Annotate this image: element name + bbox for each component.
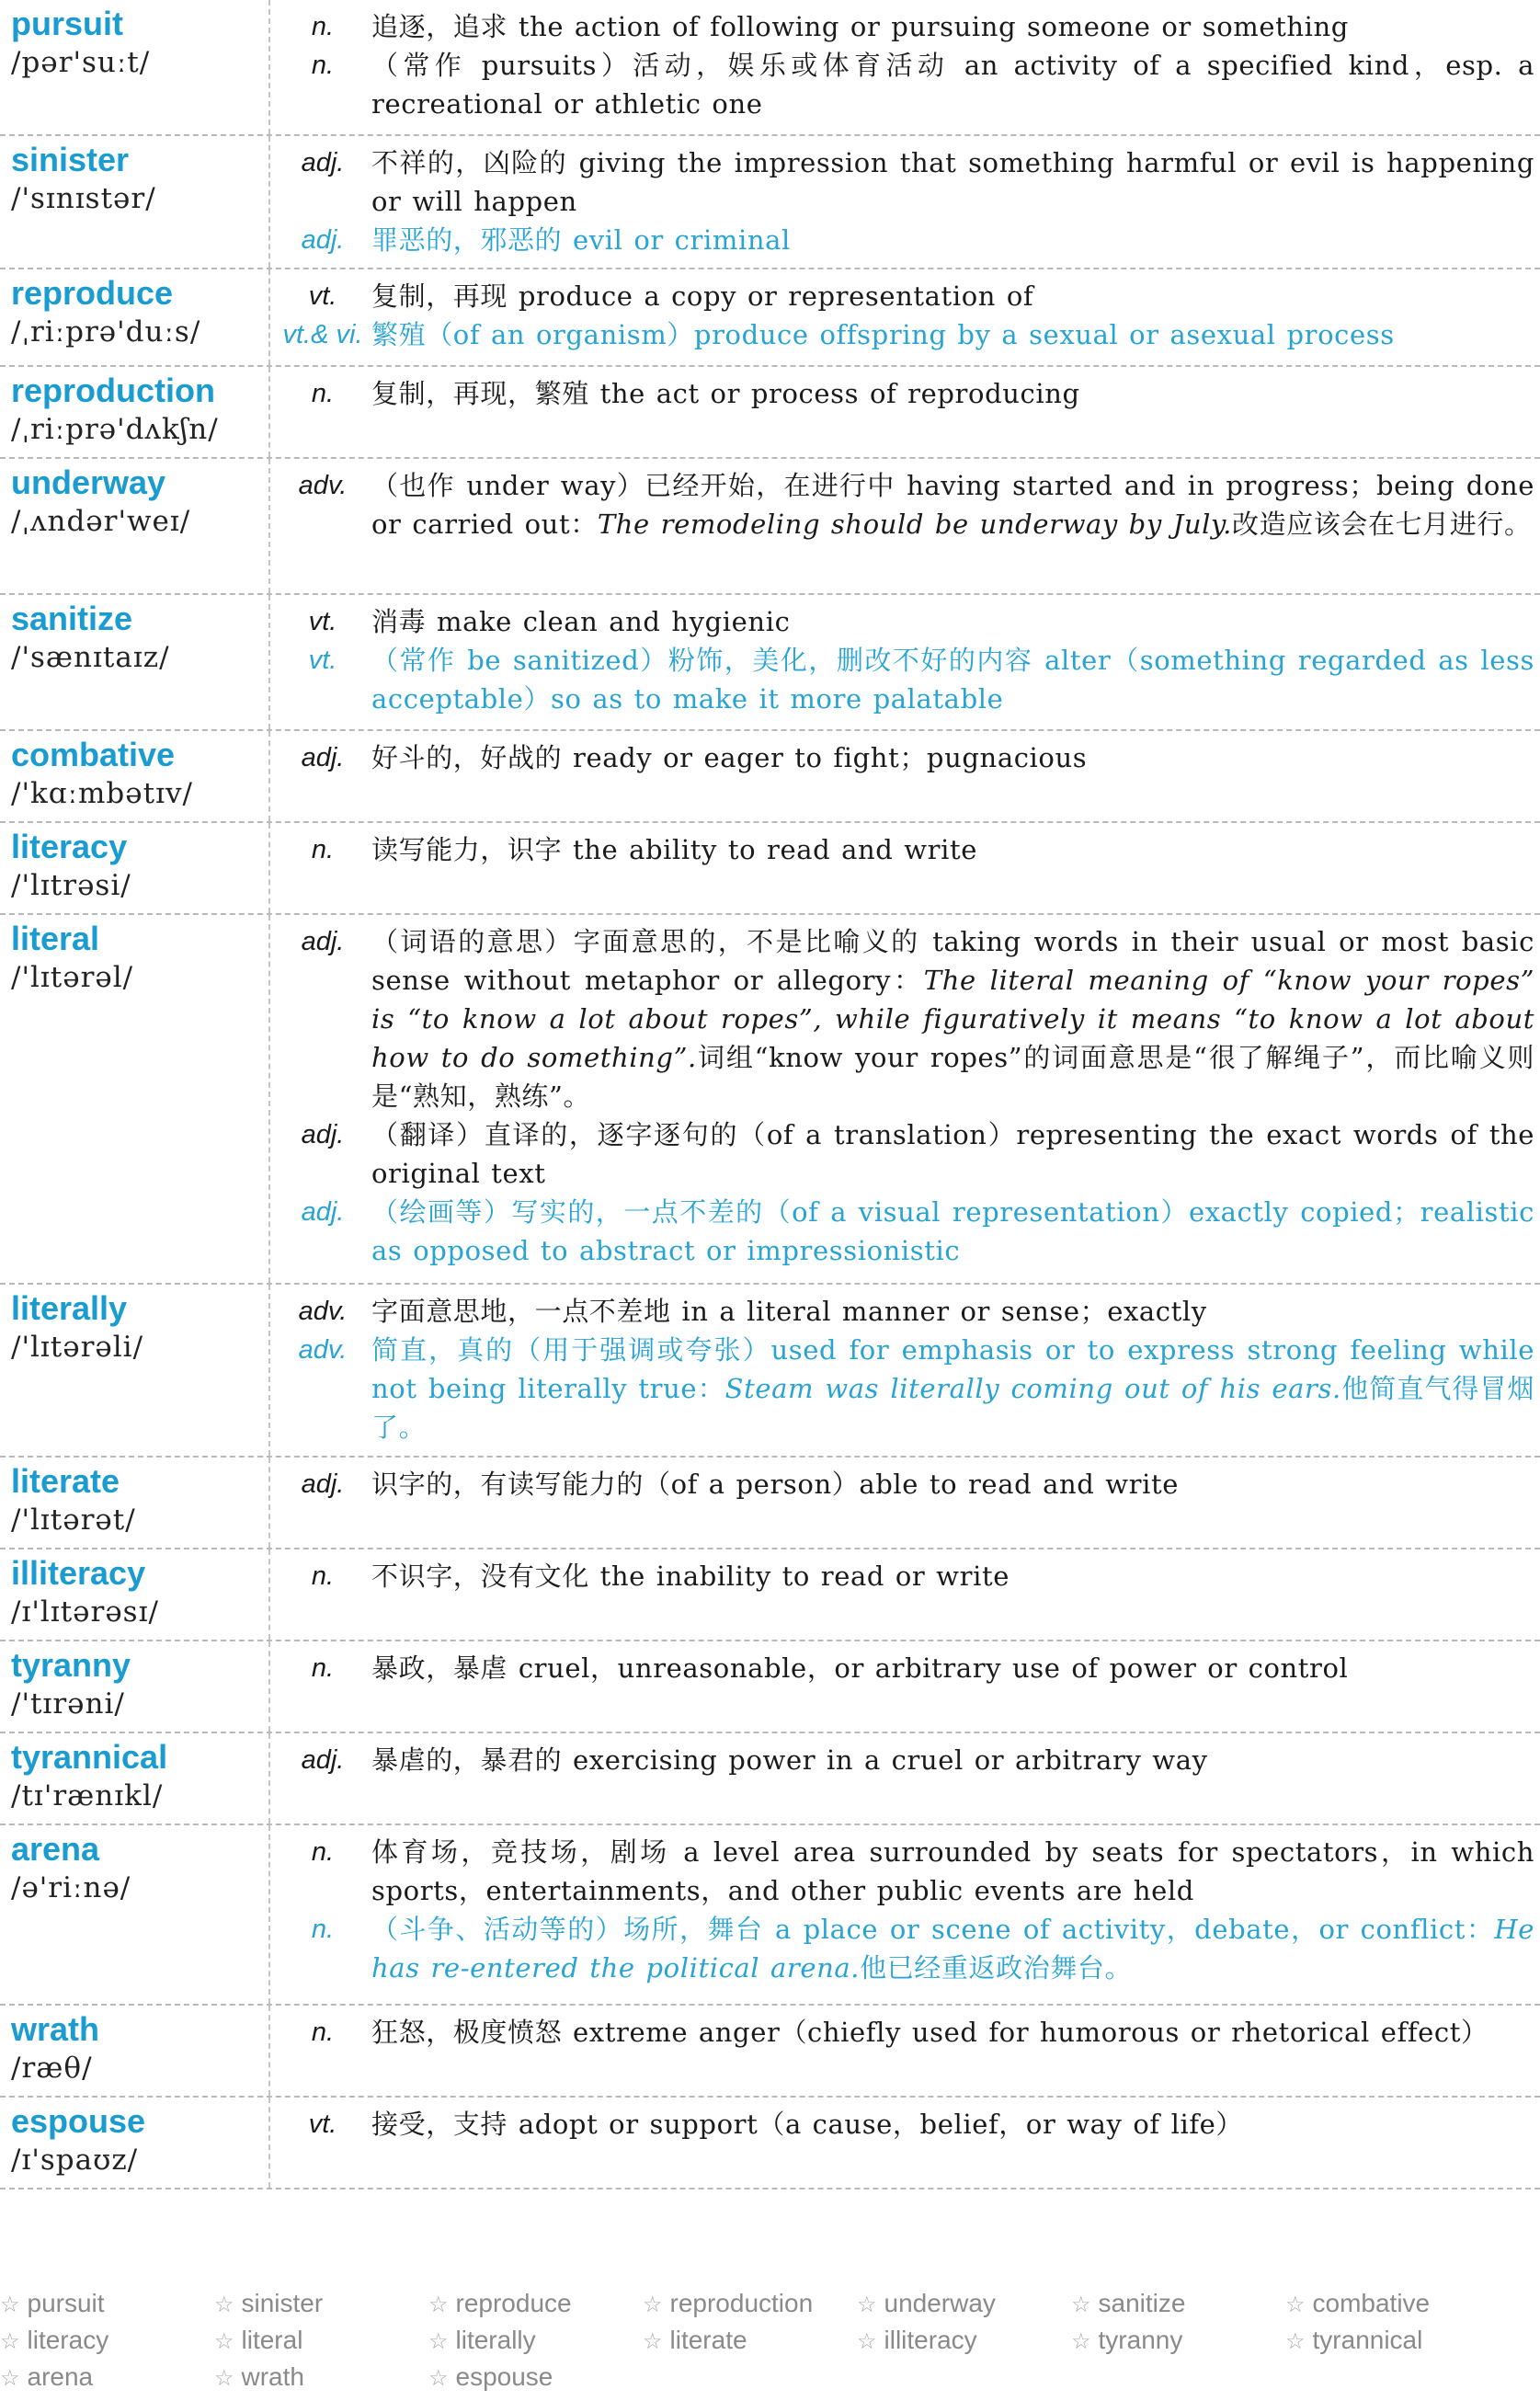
definition-text [371, 738, 1534, 777]
definition-text [371, 830, 1534, 869]
review-word-label: sanitize [1098, 2289, 1186, 2317]
definition: 体育场，竞技场，剧场 a level area surrounded by seats for spectators，in which sports，entertainments，and other public events are held [371, 1836, 1534, 1906]
headword: pursuit [11, 5, 123, 42]
dictionary-entry [0, 1549, 1540, 1641]
dictionary-entry [0, 136, 1540, 269]
review-row [0, 2322, 1540, 2359]
review-word [1071, 2285, 1285, 2322]
sense [274, 1331, 1534, 1446]
review-word-label: literally [455, 2326, 536, 2354]
definition-text [371, 2105, 1534, 2144]
definition-text [371, 1833, 1534, 1910]
headword: literate [11, 1462, 120, 1500]
column-divider [268, 1285, 270, 1456]
example-sentence: The literal meaning of “know your ropes” is “to know a lot about ropes”, while figuratively it means “to know a lot about how to do something”. [371, 965, 1534, 1073]
review-word [857, 2285, 1071, 2322]
star-icon: ☆ [214, 2366, 234, 2391]
headword: wrath [11, 2010, 100, 2048]
star-icon: ☆ [1071, 2329, 1091, 2354]
star-icon: ☆ [428, 2366, 449, 2391]
part-of-speech: adj. [301, 148, 345, 177]
part-of-speech: adj. [301, 1120, 345, 1149]
review-word-label: sinister [241, 2289, 324, 2317]
dictionary-entry [0, 269, 1540, 367]
review-word [214, 2359, 428, 2395]
part-of-speech: n. [311, 835, 335, 864]
definition-text [371, 315, 1534, 354]
entry-headword-block [11, 142, 259, 219]
review-word-grid [0, 2285, 1540, 2395]
dictionary-entry [0, 1641, 1540, 1733]
definition-text [371, 641, 1534, 718]
entry-headword-block [11, 464, 259, 542]
review-word-label: pursuit [27, 2289, 105, 2317]
star-icon: ☆ [643, 2292, 663, 2317]
definition-text [371, 1331, 1534, 1446]
definition: 字面意思地，一点不差地 in a literal manner or sense；exactly [371, 1296, 1207, 1327]
entry-headword-block [11, 1739, 259, 1816]
part-of-speech: n. [311, 12, 335, 41]
sense [274, 641, 1534, 718]
entry-headword-block [11, 920, 259, 998]
definition: （绘画等）写实的，一点不差的（of a visual representation）exactly copied；realistic as opposed to abstract or impressionistic [371, 1196, 1534, 1266]
definition: 繁殖（of an organism）produce offspring by a sexual or asexual process [371, 319, 1395, 350]
dictionary-entry [0, 595, 1540, 731]
column-divider [268, 136, 270, 268]
column-divider [268, 731, 270, 821]
column-divider [268, 0, 270, 134]
sense [274, 221, 1534, 259]
part-of-speech: vt. [308, 646, 337, 675]
definition-text [371, 143, 1534, 221]
sense [274, 1833, 1534, 1910]
part-of-speech: vt. [308, 607, 337, 636]
star-icon: ☆ [1071, 2292, 1091, 2317]
review-word-label: reproduction [669, 2289, 814, 2317]
review-word [0, 2322, 214, 2359]
definition: 消毒 make clean and hygienic [371, 606, 791, 637]
headword: tyranny [11, 1646, 131, 1684]
review-word-label: reproduce [455, 2289, 572, 2317]
phonetic: /tɪ'rænɪkl/ [11, 1779, 164, 1812]
definitions [274, 595, 1540, 726]
phonetic: /ɪ'spaʊz/ [11, 2144, 139, 2177]
phonetic: /'sænɪtaɪz/ [11, 641, 170, 674]
headword: underway [11, 463, 166, 501]
part-of-speech: n. [311, 379, 335, 408]
dictionary-entry [0, 1458, 1540, 1549]
definitions [274, 915, 1540, 1277]
definition: 识字的，有读写能力的（of a person）able to read and write [371, 1469, 1179, 1500]
phonetic: /ˌʌndər'weɪ/ [11, 505, 191, 538]
part-of-speech: vt. [308, 2109, 337, 2139]
part-of-speech: n. [311, 1561, 335, 1591]
entry-headword-block [11, 2103, 259, 2180]
definition: （常作 pursuits）活动，娱乐或体育活动 an activity of a specified kind，esp. a recreational or athletic one [371, 50, 1534, 120]
dictionary-entry [0, 1825, 1540, 2006]
review-word-label: tyranny [1098, 2326, 1183, 2354]
definition: 罪恶的，邪恶的 evil or criminal [371, 224, 791, 256]
entry-headword-block [11, 1290, 259, 1367]
example-translation: 他简直气得冒烟了。 [371, 1373, 1534, 1443]
sense [274, 7, 1534, 46]
headword: espouse [11, 2102, 146, 2140]
sense [274, 1465, 1534, 1503]
sense [274, 46, 1534, 123]
review-word-label: espouse [455, 2362, 553, 2391]
column-divider [268, 459, 270, 593]
entry-headword-block [11, 829, 259, 906]
definition: 暴虐的，暴君的 exercising power in a cruel or arbitrary way [371, 1744, 1208, 1776]
definition-text [371, 466, 1534, 543]
phonetic: /'lɪtərəli/ [11, 1331, 144, 1364]
review-word-label: literal [241, 2326, 303, 2354]
star-icon: ☆ [857, 2292, 877, 2317]
example-sentence: The remodeling should be underway by July. [597, 509, 1232, 540]
column-divider [268, 1549, 270, 1640]
part-of-speech: adj. [301, 927, 345, 956]
sense [274, 922, 1534, 1115]
column-divider [268, 2006, 270, 2096]
definition: 读写能力，识字 the ability to read and write [371, 834, 978, 865]
definition: 不祥的，凶险的 giving the impression that something harmful or evil is happening or will happen [371, 147, 1534, 217]
definitions [274, 269, 1540, 361]
phonetic: /pər'suːt/ [11, 46, 151, 79]
review-word [214, 2285, 428, 2322]
dictionary-entry [0, 1733, 1540, 1825]
definitions [274, 1285, 1540, 1454]
part-of-speech: adv. [298, 471, 348, 500]
definition: 追逐，追求 the action of following or pursuing someone or something [371, 11, 1349, 42]
column-divider [268, 1825, 270, 2004]
review-row [0, 2359, 1540, 2395]
phonetic: /'tɪrəni/ [11, 1687, 125, 1721]
dictionary-entry [0, 459, 1540, 595]
star-icon: ☆ [214, 2292, 234, 2317]
review-word-label: underway [884, 2289, 996, 2317]
review-word [643, 2285, 857, 2322]
dictionary-entry [0, 2006, 1540, 2098]
definition-text [371, 1465, 1534, 1503]
definitions [274, 1825, 1540, 1995]
headword: sanitize [11, 600, 133, 637]
star-icon: ☆ [428, 2292, 449, 2317]
part-of-speech: adj. [301, 1197, 345, 1227]
definition: 简直，真的（用于强调或夸张）used for emphasis or to express strong feeling while not being literally true： [371, 1334, 1534, 1404]
sense [274, 1193, 1534, 1270]
review-word [1285, 2322, 1500, 2359]
definition-text [371, 7, 1534, 46]
review-word [643, 2322, 857, 2359]
review-word-label: wrath [241, 2362, 304, 2391]
review-word-label: literacy [27, 2326, 109, 2354]
definition-text [371, 1649, 1534, 1687]
review-row [0, 2285, 1540, 2322]
definitions [274, 1641, 1540, 1695]
dictionary-entry [0, 367, 1540, 459]
part-of-speech: n. [311, 51, 335, 80]
example-translation: 词组“know your ropes”的词面意思是“很了解绳子”，而比喻义则是“熟知，熟练”。 [371, 1042, 1534, 1112]
definitions [274, 136, 1540, 267]
part-of-speech: adv. [298, 1335, 348, 1365]
sense [274, 1115, 1534, 1193]
sense [274, 277, 1534, 315]
example-translation: 改造应该会在七月进行。 [1231, 509, 1532, 540]
review-word-label: literate [669, 2326, 747, 2354]
definition: 暴政，暴虐 cruel，unreasonable，or arbitrary use of power or control [371, 1652, 1349, 1684]
part-of-speech: n. [311, 1653, 335, 1683]
definition: （词语的意思）字面意思的，不是比喻义的 taking words in their usual or most basic sense without metaphor or allegory： [371, 926, 1534, 996]
example-translation: 他已经重返政治舞台。 [860, 1952, 1133, 1984]
entry-headword-block [11, 1831, 259, 1908]
dictionary-entry [0, 731, 1540, 823]
review-word-label: tyrannical [1312, 2326, 1423, 2354]
definition-text [371, 221, 1534, 259]
definition-text [371, 1193, 1534, 1270]
part-of-speech: n. [311, 1915, 335, 1944]
phonetic: /'lɪtərət/ [11, 1503, 136, 1537]
phonetic: /'sɪnɪstər/ [11, 182, 156, 215]
definition-text [371, 2013, 1534, 2052]
definition-text [371, 602, 1534, 641]
part-of-speech: adj. [301, 1469, 345, 1499]
sense [274, 315, 1534, 354]
sense [274, 1649, 1534, 1687]
entry-headword-block [11, 6, 259, 83]
dictionary-entry [0, 0, 1540, 136]
star-icon: ☆ [0, 2292, 20, 2317]
star-icon: ☆ [1285, 2292, 1306, 2317]
sense [274, 143, 1534, 221]
review-word [428, 2322, 643, 2359]
phonetic: /'lɪtrəsi/ [11, 869, 131, 902]
definition-text [371, 277, 1534, 315]
headword: reproduction [11, 372, 215, 409]
part-of-speech: adv. [298, 1297, 348, 1326]
definitions [274, 1733, 1540, 1787]
sense [274, 1910, 1534, 1987]
column-divider [268, 823, 270, 913]
review-word [428, 2359, 643, 2395]
review-word [214, 2322, 428, 2359]
review-word-label: arena [27, 2362, 94, 2391]
sense [274, 738, 1534, 777]
review-word-label: illiteracy [884, 2326, 977, 2354]
sense [274, 374, 1534, 413]
column-divider [268, 915, 270, 1283]
part-of-speech: adj. [301, 743, 345, 772]
definition: 不识字，没有文化 the inability to read or write [371, 1561, 1010, 1592]
headword: combative [11, 736, 176, 773]
example-sentence: Steam was literally coming out of his ears. [724, 1373, 1341, 1404]
definitions [274, 367, 1540, 420]
sense [274, 830, 1534, 869]
headword: illiteracy [11, 1554, 146, 1592]
review-word [1285, 2285, 1500, 2322]
sense [274, 602, 1534, 641]
part-of-speech: adj. [301, 225, 345, 255]
review-word-label: combative [1312, 2289, 1431, 2317]
column-divider [268, 1458, 270, 1548]
phonetic: /ɪ'lɪtərəsɪ/ [11, 1595, 159, 1629]
definition-text [371, 1292, 1534, 1331]
sense [274, 1741, 1534, 1779]
definition: （斗争、活动等的）场所，舞台 a place or scene of activity，debate，or conflict： [371, 1914, 1495, 1945]
definitions [274, 2006, 1540, 2059]
headword: literally [11, 1289, 128, 1327]
definition: 好斗的，好战的 ready or eager to fight；pugnacious [371, 742, 1088, 773]
phonetic: /ˌriːprə'duːs/ [11, 315, 201, 349]
headword: literacy [11, 828, 128, 865]
review-word [0, 2285, 214, 2322]
phonetic: /ə'riːnə/ [11, 1871, 131, 1904]
sense [274, 1292, 1534, 1331]
definitions [274, 2098, 1540, 2151]
part-of-speech: vt.& vi. [282, 320, 363, 349]
dictionary-entry [0, 1285, 1540, 1458]
example-sentence: He has re-entered the political arena. [371, 1914, 1534, 1984]
phonetic: /'lɪtərəl/ [11, 961, 134, 994]
definitions [274, 459, 1540, 551]
definitions [274, 0, 1540, 131]
entry-headword-block [11, 1463, 259, 1540]
entry-headword-block [11, 1647, 259, 1724]
phonetic: /'kɑːmbətɪv/ [11, 777, 193, 810]
part-of-speech: n. [311, 2018, 335, 2047]
column-divider [268, 1641, 270, 1732]
review-word [0, 2359, 214, 2395]
definitions [274, 1458, 1540, 1511]
star-icon: ☆ [0, 2329, 20, 2354]
star-icon: ☆ [857, 2329, 877, 2354]
part-of-speech: vt. [308, 281, 337, 311]
dictionary-entry [0, 915, 1540, 1285]
dictionary-entry [0, 823, 1540, 915]
star-icon: ☆ [643, 2329, 663, 2354]
phonetic: /ˌriːprə'dʌkʃn/ [11, 413, 219, 446]
entry-headword-block [11, 737, 259, 814]
part-of-speech: n. [311, 1837, 335, 1867]
phonetic: /ræθ/ [11, 2052, 93, 2085]
definition: （常作 be sanitized）粉饰，美化，删改不好的内容 alter（something regarded as less acceptable）so as to make it more palatable [371, 645, 1534, 715]
definitions [274, 823, 1540, 876]
column-divider [268, 2098, 270, 2188]
column-divider [268, 1733, 270, 1824]
dictionary-entry [0, 2098, 1540, 2189]
definition-text [371, 1741, 1534, 1779]
definition: 复制，再现 produce a copy or representation of [371, 280, 1034, 312]
definition: 接受，支持 adopt or support（a cause，belief，or way of life） [371, 2109, 1244, 2140]
definition: （翻译）直译的，逐字逐句的（of a translation）representing the exact words of the original text [371, 1119, 1534, 1189]
part-of-speech: adj. [301, 1745, 345, 1775]
definition: 复制，再现，繁殖 the act or process of reproducing [371, 378, 1080, 409]
sense [274, 2105, 1534, 2144]
star-icon: ☆ [428, 2329, 449, 2354]
headword: reproduce [11, 274, 174, 312]
review-word [428, 2285, 643, 2322]
definition: （也作 under way）已经开始，在进行中 having started and in progress；being done or carried out： [371, 470, 1534, 540]
definition-text [371, 1557, 1534, 1595]
definition-text [371, 1115, 1534, 1193]
sense [274, 1557, 1534, 1595]
headword: tyrannical [11, 1738, 168, 1776]
column-divider [268, 269, 270, 365]
definition-text [371, 374, 1534, 413]
sense [274, 2013, 1534, 2052]
column-divider [268, 367, 270, 457]
star-icon: ☆ [0, 2366, 20, 2391]
entry-headword-block [11, 1555, 259, 1632]
definition-text [371, 46, 1534, 123]
headword: arena [11, 1830, 100, 1868]
definitions [274, 1549, 1540, 1603]
headword: literal [11, 920, 100, 957]
star-icon: ☆ [214, 2329, 234, 2354]
column-divider [268, 595, 270, 729]
entry-headword-block [11, 372, 259, 450]
review-word [857, 2322, 1071, 2359]
definition: 狂怒，极度愤怒 extreme anger（chiefly used for humorous or rhetorical effect） [371, 2017, 1489, 2048]
entry-headword-block [11, 2011, 259, 2088]
headword: sinister [11, 141, 130, 178]
definition-text [371, 922, 1534, 1115]
definitions [274, 731, 1540, 784]
sense [274, 466, 1534, 543]
star-icon: ☆ [1285, 2329, 1306, 2354]
entry-headword-block [11, 275, 259, 352]
entry-headword-block [11, 600, 259, 678]
definition-text [371, 1910, 1534, 1987]
review-word [1071, 2322, 1285, 2359]
